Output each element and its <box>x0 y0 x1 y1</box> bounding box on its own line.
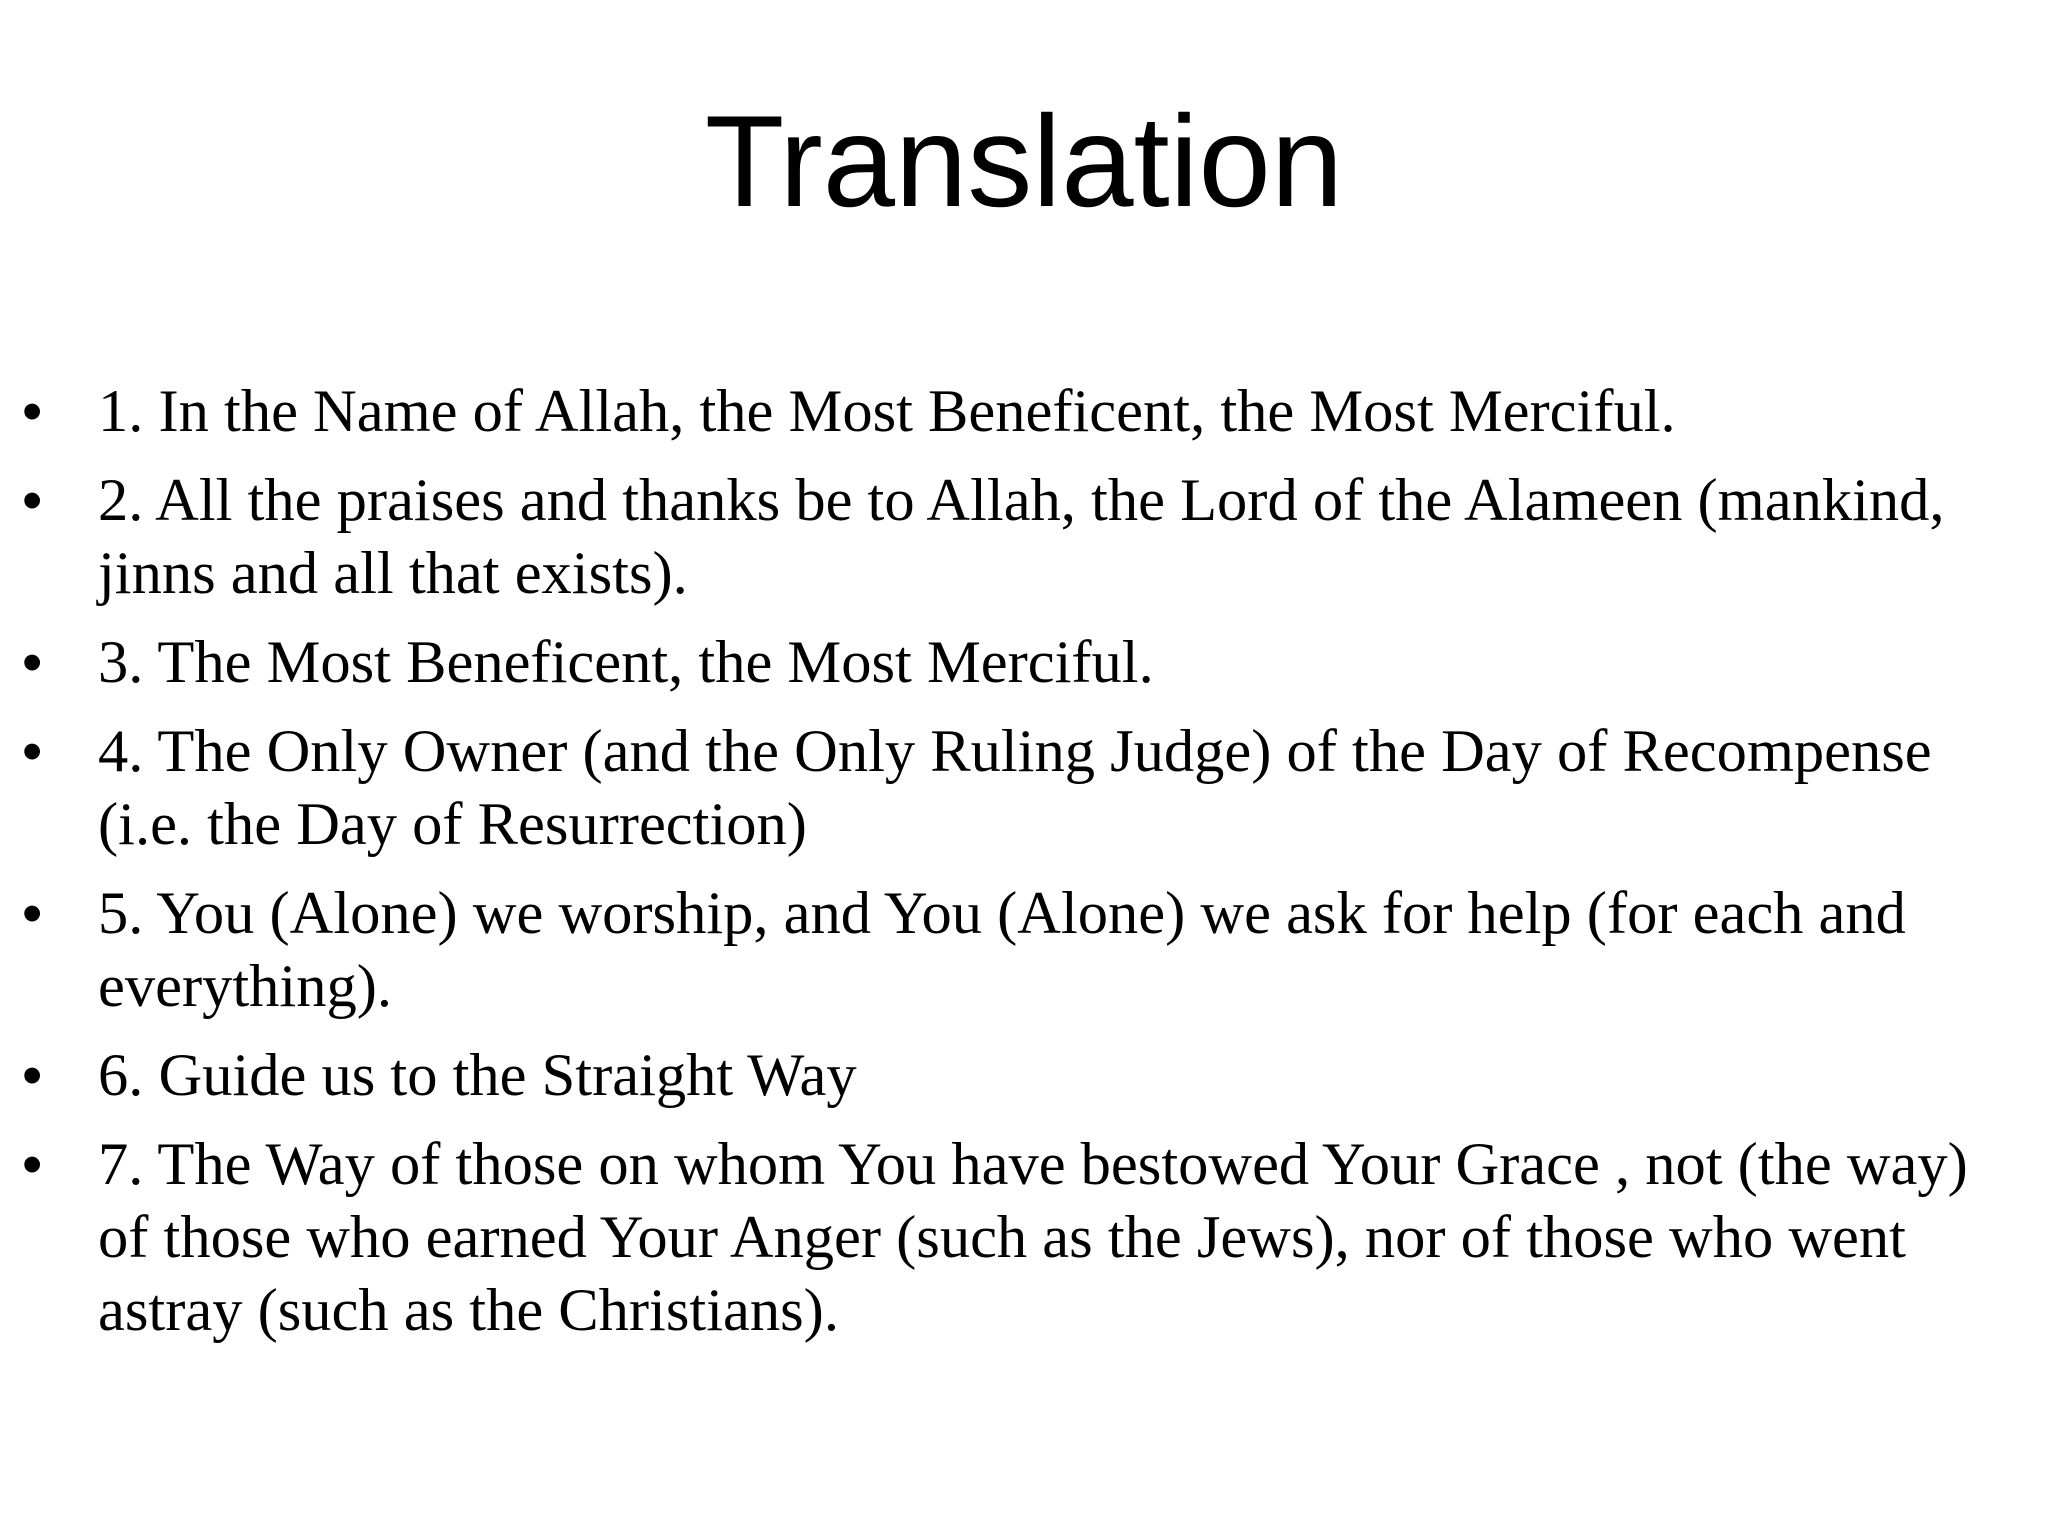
list-item <box>0 626 2048 699</box>
list-item-text: 1. In the Name of Allah, the Most Beneficent, the Most Merciful. <box>98 378 1676 445</box>
list-item-text: 7. The Way of those on whom You have bestowed Your Grace , not (the way) of those who earned Your Anger (such as the Jews), nor of those who went astray (such as the Christians). <box>98 1131 1968 1344</box>
list-item <box>0 877 2048 1023</box>
list-item-text: 5. You (Alone) we worship, and You (Alone) we ask for help (for each and everything). <box>98 880 1906 1020</box>
bullet-icon: • <box>22 468 43 533</box>
list-item-text: 2. All the praises and thanks be to Allah, the Lord of the Alameen (mankind, jinns and all that exists). <box>98 467 1945 607</box>
bullet-icon: • <box>22 1132 43 1197</box>
translation-list <box>0 375 2048 1363</box>
bullet-icon: • <box>22 719 43 784</box>
list-item <box>0 1128 2048 1347</box>
bullet-icon: • <box>22 630 43 695</box>
list-item <box>0 715 2048 861</box>
list-item <box>0 375 2048 448</box>
list-item <box>0 464 2048 610</box>
bullet-icon: • <box>22 379 43 444</box>
list-item-text: 4. The Only Owner (and the Only Ruling Judge) of the Day of Recompense (i.e. the Day of Resurrection) <box>98 718 1932 858</box>
bullet-icon: • <box>22 881 43 946</box>
list-item <box>0 1039 2048 1112</box>
slide-title: Translation <box>704 88 1344 234</box>
list-item-text: 3. The Most Beneficent, the Most Merciful. <box>98 629 1154 696</box>
list-item-text: 6. Guide us to the Straight Way <box>98 1042 857 1109</box>
bullet-icon: • <box>22 1043 43 1108</box>
